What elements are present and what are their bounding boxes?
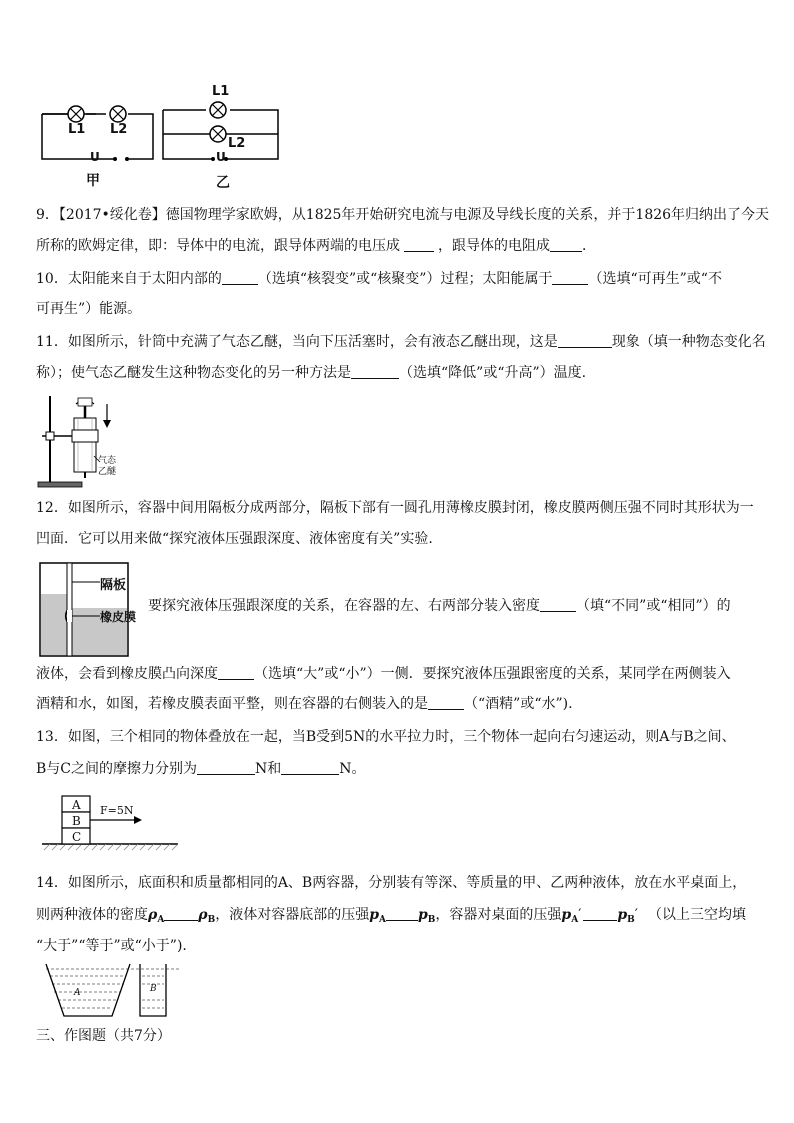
syringe-label-2: 乙醚 (98, 467, 117, 477)
arrow-right-icon (134, 816, 142, 824)
q12-blank-1[interactable] (540, 597, 576, 612)
q9-text-a: 所称的欧姆定律，即：导体中的电流，跟导体两端的电压成 (36, 238, 400, 254)
syringe-label-1: 气态 (98, 456, 117, 466)
q14-text-a: 则两种液体的密度 (36, 907, 148, 923)
force-label: F=5N (100, 804, 134, 817)
q14-line3: “大于”“等于”或“小于”). (36, 938, 187, 954)
q13-text-a: B与C之间的摩擦力分别为 (36, 761, 197, 777)
syringe-figure (36, 390, 126, 490)
q12-blank-3[interactable] (428, 695, 464, 710)
partition-label: 隔板 (100, 578, 127, 593)
q12-text-f: （“酒精”或“水”). (464, 696, 573, 712)
section-heading: 三、作图题（共7分） (36, 1028, 171, 1044)
q14-blank-1[interactable] (164, 906, 198, 921)
p-a-symbol: p (369, 907, 380, 923)
q12-line3 (148, 597, 731, 615)
q9-blank-1[interactable] (404, 237, 434, 252)
figure-caption: 乙 (216, 175, 230, 191)
q13-line2 (36, 760, 366, 778)
q11-text-a2: 称）；使气态乙醚发生这种物态变化的另一种方法是 (36, 365, 351, 381)
arrow-down-icon (103, 420, 111, 428)
sub-b: B (627, 915, 635, 925)
p-b-prime-symbol: p (617, 907, 628, 923)
circuit-figure-left (38, 96, 158, 192)
q10-text-b: （选填“核裂变”或“核聚变”）过程；太阳能属于 (257, 271, 553, 287)
circuit-figure-right (160, 84, 282, 192)
q10-line2: 可再生”）能源。 (36, 301, 142, 317)
block-b-label: B (72, 814, 81, 828)
q14-text-c: ，容器对桌面的压强 (435, 907, 562, 923)
q14-blank-2[interactable] (386, 906, 418, 921)
q11-text-b2: （选填“降低”或“升高”）温度. (399, 365, 587, 381)
q9-line2 (36, 237, 596, 255)
q14-text-d: （以上三空均填 (647, 907, 746, 923)
q13-text-b: N和 (255, 761, 282, 777)
q11-blank-1[interactable] (558, 333, 612, 348)
q12-text-b: （填“不同”或“相同”）的 (576, 598, 731, 614)
q13-blank-1[interactable] (197, 760, 255, 775)
sub-a: A (571, 915, 579, 925)
p-a-prime-symbol: p (561, 907, 572, 923)
blocks-figure (40, 794, 180, 854)
q10-line1 (36, 270, 722, 288)
containers-figure (44, 962, 184, 1020)
rho-a-symbol: ρ (148, 907, 158, 923)
q12-text-a: 要探究液体压强跟深度的关系，在容器的左、右两部分装入密度 (148, 598, 540, 614)
container-b-label: B (150, 984, 157, 994)
q12-text-c: 液体，会看到橡皮膜凸向深度 (36, 666, 218, 682)
q12-blank-2[interactable] (218, 665, 254, 680)
p-b-symbol: p (418, 907, 428, 923)
q9-line1: 9．【2017•绥化卷】德国物理学家欧姆，从1825年开始研究电流与电源及导线长度的关系，并于1826年归纳出了今天 (36, 207, 770, 223)
q10-text-c: （选填“可再生”或“不 (588, 271, 722, 287)
q11-text-a: 11．如图所示，针筒中充满了气态乙醚，当向下压活塞时，会有液态乙醚出现，这是 (36, 334, 558, 350)
q12-line4 (36, 665, 731, 683)
q11-line1 (36, 333, 766, 351)
sub-b: B (427, 915, 436, 925)
q12-text-e: 酒精和水，如图，若橡皮膜表面平整，则在容器的右侧装入的是 (36, 696, 428, 712)
lamp-l2-label: L2 (110, 122, 128, 137)
figure-caption: 甲 (86, 173, 100, 189)
lamp-l1-label: L1 (68, 122, 86, 137)
sub-b: B (207, 915, 216, 925)
block-c-label: C (72, 830, 82, 844)
q14-line1: 14．如图所示，底面积和质量都相同的A、B两容器，分别装有等深、等质量的甲、乙两种液体，放在水平桌面上， (36, 875, 747, 891)
q10-text-a: 10．太阳能来自于太阳内部的 (36, 271, 222, 287)
q12-line2: 凹面．它可以用来做“探究液体压强跟深度、液体密度有关”实验. (36, 531, 433, 547)
prime-mark: ′ (634, 907, 638, 923)
sub-a: A (157, 915, 165, 925)
q9-text-b: ，跟导体的电阻成 (438, 238, 550, 254)
lamp-l1-label: L1 (212, 84, 230, 99)
q9-text-c: ． (582, 238, 596, 254)
membrane-label: 橡皮膜 (100, 610, 137, 624)
source-label: U (216, 150, 226, 164)
q11-blank-2[interactable] (351, 364, 399, 379)
q11-text-b: 现象（填一种物态变化名 (611, 334, 766, 350)
rho-b-symbol: ρ (198, 907, 208, 923)
q13-blank-2[interactable] (281, 760, 339, 775)
container-a-label: A (74, 988, 81, 998)
q14-line2 (36, 906, 746, 929)
q12-line5 (36, 695, 573, 713)
q9-blank-2[interactable] (550, 237, 582, 252)
container-figure (36, 562, 146, 658)
block-a-label: A (72, 798, 81, 812)
prime-mark: ′ (578, 907, 582, 923)
lamp-l2-label: L2 (228, 136, 246, 151)
q12-line1: 12．如图所示，容器中间用隔板分成两部分，隔板下部有一圆孔用薄橡皮膜封闭，橡皮膜两侧压强不同时其形状为一 (36, 500, 754, 516)
q13-line1: 13．如图，三个相同的物体叠放在一起，当B受到5N的水平拉力时，三个物体一起向右匀速运动，则A与B之间、 (36, 729, 736, 745)
q10-blank-1[interactable] (222, 270, 258, 285)
q10-blank-2[interactable] (552, 270, 588, 285)
q14-blank-3[interactable] (583, 906, 617, 921)
q11-line2 (36, 364, 586, 382)
q12-text-d: （选填“大”或“小”）一侧．要探究液体压强跟密度的关系，某同学在两侧装入 (254, 666, 731, 682)
source-label: U (90, 150, 100, 164)
q13-text-c: N。 (339, 761, 366, 777)
q14-text-b: ，液体对容器底部的压强 (215, 907, 370, 923)
sub-a: A (379, 915, 386, 925)
